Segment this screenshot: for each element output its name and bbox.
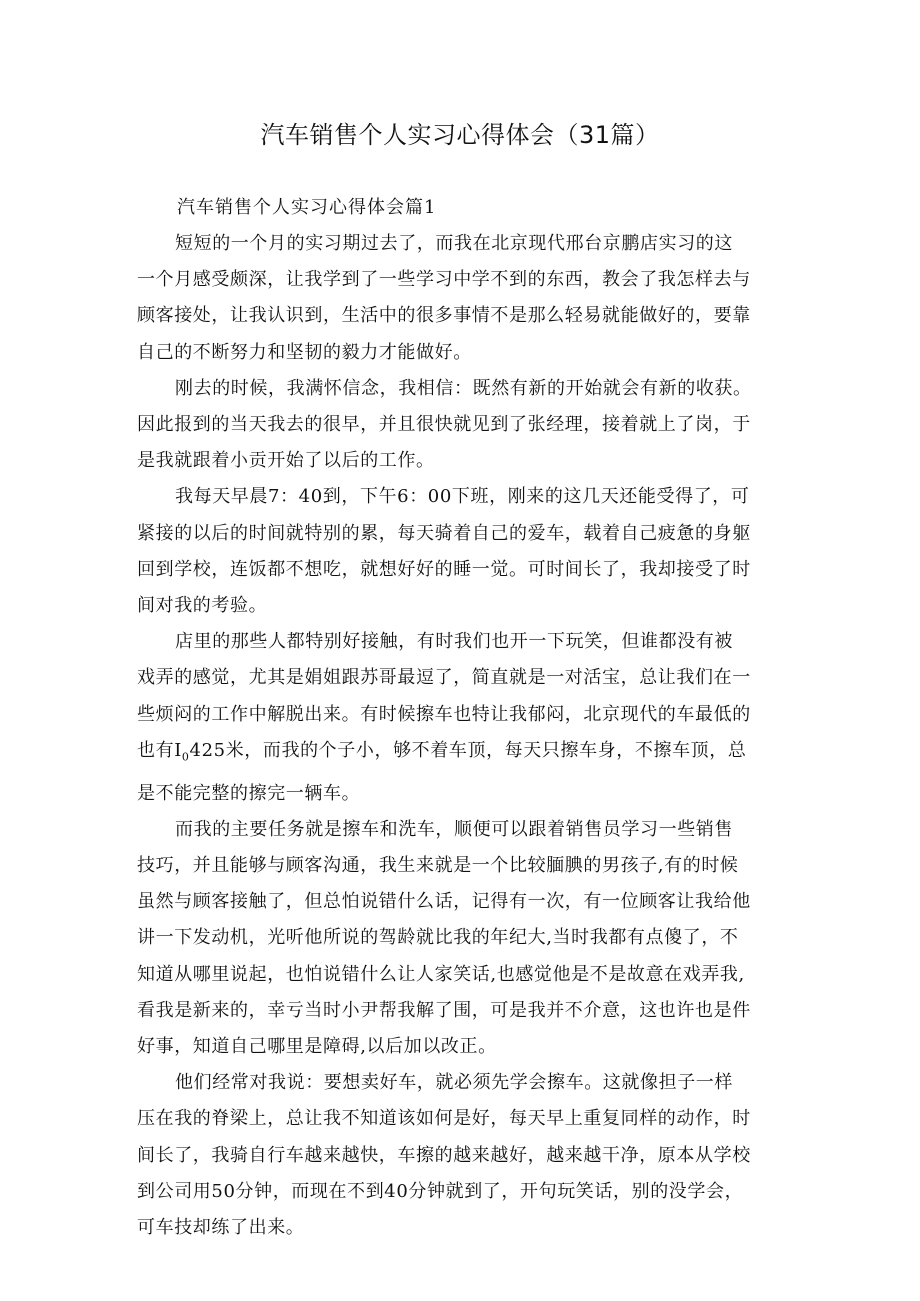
paragraph-line: 是不能完整的擦完一辆车。 bbox=[137, 782, 361, 804]
paragraph-line: 自己的不断努力和坚韧的毅力才能做好。 bbox=[137, 341, 472, 363]
paragraph-line: 好事，知道自己哪里是障碍,以后加以改正。 bbox=[137, 1036, 497, 1058]
paragraph-line: 而我的主要任务就是擦车和洗车，顺便可以跟着销售员学习一些销售 bbox=[175, 818, 733, 840]
line-start-text: 也有I bbox=[137, 739, 182, 761]
paragraph-line: 一个月感受颇深，让我学到了一些学习中学不到的东西，教会了我怎样去与 bbox=[137, 269, 751, 291]
paragraph-line: 刚去的时候，我满怀信念，我相信：既然有新的开始就会有新的收获。 bbox=[175, 377, 752, 399]
paragraph-line: 知道从哪里说起，也怕说错什么让人家笑话,也感觉他是不是故意在戏弄我, bbox=[137, 963, 745, 985]
paragraph-line: 短短的一个月的实习期过去了，而我在北京现代邢台京鹏店实习的这 bbox=[175, 233, 733, 254]
paragraph-line: 讲一下发动机，光听他所说的驾龄就比我的年纪大,当时我都有点傻了，不 bbox=[137, 927, 739, 949]
paragraph-line: 戏弄的感觉，尤其是娟姐跟苏哥最逗了，简直就是一对活宝，总让我们在一 bbox=[137, 667, 751, 689]
paragraph-line: 因此报到的当天我去的很早，并且很快就见到了张经理，接着就上了岗，于 bbox=[137, 414, 751, 436]
paragraph-line: 回到学校，连饭都不想吃，就想好好的睡一觉。可时间长了，我却接受了时 bbox=[137, 558, 751, 580]
subscript-text: 0 bbox=[181, 750, 190, 764]
paragraph-1 bbox=[137, 226, 793, 371]
paragraph-line: 看我是新来的，幸亏当时小尹帮我解了围，可是我并不介意，这也许也是件 bbox=[137, 999, 751, 1021]
paragraph-line: 可车技却练了出来。 bbox=[137, 1217, 305, 1239]
document-title: 汽车销售个人实习心得体会（31篇） bbox=[260, 121, 660, 149]
paragraph-line: 虽然与顾客接触了，但总怕说错什么话，记得有一次，有一位顾客让我给他 bbox=[137, 891, 751, 913]
paragraph-line: 间长了，我骑自行车越来越快，车擦的越来越好，越来越干净，原本从学校 bbox=[137, 1144, 751, 1166]
paragraph-2 bbox=[137, 371, 793, 480]
document-body bbox=[137, 190, 793, 1246]
paragraph-line: 技巧，并且能够与顾客沟通，我生来就是一个比较腼腆的男孩子,有的时候 bbox=[137, 855, 739, 877]
paragraph-line bbox=[137, 733, 793, 776]
paragraph-line: 是我就跟着小贡开始了以后的工作。 bbox=[137, 450, 435, 472]
paragraph-line: 到公司用50分钟，而现在不到40分钟就到了，开句玩笑话，别的没学会， bbox=[137, 1180, 744, 1202]
paragraph-line: 压在我的脊梁上，总让我不知道该如何是好，每天早上重复同样的动作，时 bbox=[137, 1108, 751, 1130]
paragraph-3 bbox=[137, 479, 793, 624]
paragraph-line: 顾客接处，让我认识到，生活中的很多事情不是那么轻易就能做好的，要靠 bbox=[137, 305, 751, 327]
line-rest-text: 425米，而我的个子小，够不着车顶，每天只擦车身，不擦车顶，总 bbox=[189, 739, 747, 761]
paragraph-6 bbox=[137, 1065, 793, 1246]
paragraph-line: 间对我的考验。 bbox=[137, 595, 268, 617]
paragraph-line: 他们经常对我说：要想卖好车，就必须先学会擦车。这就像担子一样 bbox=[175, 1072, 733, 1094]
paragraph-line: 店里的那些人都特别好接触，有时我们也开一下玩笑，但谁都没有被 bbox=[175, 631, 733, 653]
section-heading: 汽车销售个人实习心得体会篇1 bbox=[177, 197, 437, 218]
paragraph-line: 紧接的以后的时间就特别的累，每天骑着自己的爱车，载着自己疲惫的身躯 bbox=[137, 522, 751, 544]
paragraph-line: 些烦闷的工作中解脱出来。有时候擦车也特让我郁闷，北京现代的车最低的 bbox=[137, 703, 751, 725]
paragraph-4 bbox=[137, 624, 793, 812]
paragraph-line: 我每天早晨7：40到，下午6：00下班，刚来的这几天还能受得了，可 bbox=[175, 486, 750, 508]
paragraph-5 bbox=[137, 812, 793, 1065]
